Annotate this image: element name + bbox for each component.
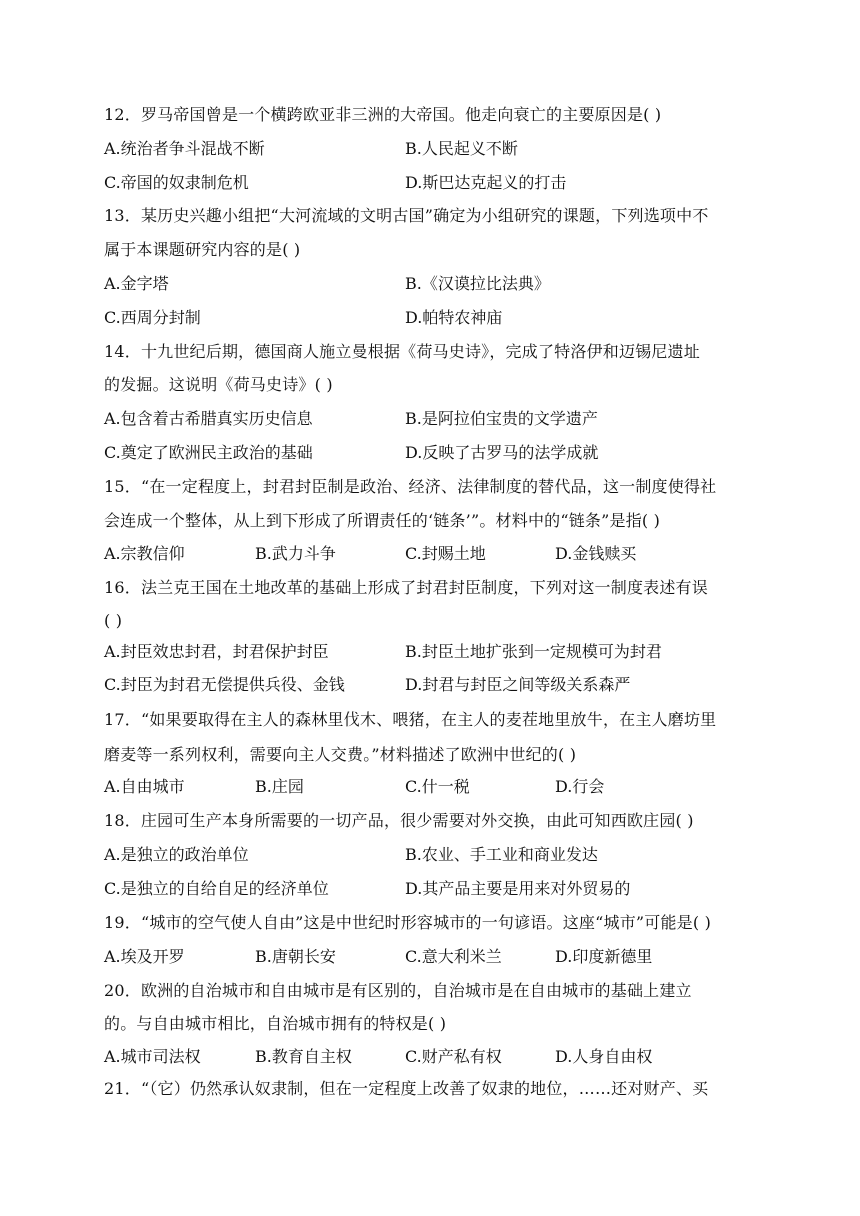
question-17-stem-line-1: 17．“如果要取得在主人的森林里伐木、喂猪，在主人的麦茬地里放牛，在主人磨坊里	[104, 710, 717, 729]
question-12-option-c: C.帝国的奴隶制危机	[104, 173, 249, 192]
question-17-option-a: A.自由城市	[104, 777, 185, 796]
question-13-option-c: C.西周分封制	[104, 308, 201, 327]
question-13-option-b: B.《汉谟拉比法典》	[405, 274, 550, 293]
question-18-option-b: B.农业、手工业和商业发达	[405, 845, 598, 864]
question-16-option-b: B.封臣土地扩张到一定规模可为封君	[405, 642, 662, 661]
question-15-stem-line-1: 15．“在一定程度上，封君封臣制是政治、经济、法律制度的替代品，这一制度使得社	[104, 477, 717, 496]
question-16-option-d: D.封君与封臣之间等级关系森严	[405, 675, 631, 694]
question-20-option-c: C.财产私有权	[405, 1047, 502, 1066]
question-16-option-a: A.封臣效忠封君，封君保护封臣	[104, 642, 329, 661]
question-19-stem: 19．“城市的空气使人自由”这是中世纪时形容城市的一句谚语。这座“城市”可能是( )	[104, 913, 712, 932]
question-19-option-a: A.埃及开罗	[104, 947, 185, 966]
question-12-stem: 12．罗马帝国曾是一个横跨欧亚非三洲的大帝国。他走向衰亡的主要原因是( )	[104, 105, 662, 124]
question-20-option-d: D.人身自由权	[555, 1047, 653, 1066]
question-17-option-c: C.什一税	[405, 777, 470, 796]
question-14-option-c: C.奠定了欧洲民主政治的基础	[104, 443, 313, 462]
question-18-option-c: C.是独立的自给自足的经济单位	[104, 879, 329, 898]
question-15-option-a: A.宗教信仰	[104, 544, 185, 563]
question-12-option-d: D.斯巴达克起义的打击	[405, 173, 567, 192]
question-20-stem-line-2: 的。与自由城市相比，自治城市拥有的特权是( )	[104, 1014, 447, 1033]
question-19-option-b: B.唐朝长安	[255, 947, 336, 966]
question-14-stem-line-2: 的发掘。这说明《荷马史诗》( )	[104, 375, 333, 394]
question-18-stem: 18．庄园可生产本身所需要的一切产品，很少需要对外交换，由此可知西欧庄园( )	[104, 811, 694, 830]
question-17-stem-line-2: 磨麦等一系列权利，需要向主人交费。”材料描述了欧洲中世纪的( )	[104, 745, 577, 764]
question-16-stem-line-2: ( )	[104, 611, 123, 630]
question-13-option-d: D.帕特农神庙	[405, 308, 503, 327]
question-18-option-a: A.是独立的政治单位	[104, 845, 249, 864]
question-13-option-a: A.金字塔	[104, 274, 169, 293]
question-19-option-d: D.印度新德里	[555, 947, 653, 966]
question-15-stem-line-2: 会连成一个整体，从上到下形成了所谓责任的‘链条’”。材料中的“链条”是指( )	[104, 511, 661, 530]
question-20-option-b: B.教育自主权	[255, 1047, 352, 1066]
question-21-stem-line-1: 21．“（它）仍然承认奴隶制，但在一定程度上改善了奴隶的地位，……还对财产、买	[104, 1079, 709, 1098]
question-15-option-b: B.武力斗争	[255, 544, 336, 563]
question-20-option-a: A.城市司法权	[104, 1047, 201, 1066]
question-15-option-c: C.封赐土地	[405, 544, 486, 563]
question-12-option-b: B.人民起义不断	[405, 139, 518, 158]
question-15-option-d: D.金钱赎买	[555, 544, 637, 563]
question-16-option-c: C.封臣为封君无偿提供兵役、金钱	[104, 675, 345, 694]
question-20-stem-line-1: 20．欧洲的自治城市和自由城市是有区别的，自治城市是在自由城市的基础上建立	[104, 981, 692, 1000]
question-19-option-c: C.意大利米兰	[405, 947, 502, 966]
question-13-stem-line-2: 属于本课题研究内容的是( )	[104, 240, 301, 259]
question-14-stem-line-1: 14．十九世纪后期，德国商人施立曼根据《荷马史诗》，完成了特洛伊和迈锡尼遗址	[104, 342, 700, 361]
question-18-option-d: D.其产品主要是用来对外贸易的	[405, 879, 631, 898]
question-14-option-d: D.反映了古罗马的法学成就	[405, 443, 599, 462]
question-12-option-a: A.统治者争斗混战不断	[104, 139, 265, 158]
question-17-option-d: D.行会	[555, 777, 605, 796]
question-14-option-b: B.是阿拉伯宝贵的文学遗产	[405, 409, 598, 428]
question-13-stem-line-1: 13．某历史兴趣小组把“大河流域的文明古国”确定为小组研究的课题，下列选项中不	[104, 206, 709, 225]
question-16-stem-line-1: 16．法兰克王国在土地改革的基础上形成了封君封臣制度，下列对这一制度表述有误	[104, 578, 708, 597]
question-14-option-a: A.包含着古希腊真实历史信息	[104, 409, 313, 428]
question-17-option-b: B.庄园	[255, 777, 304, 796]
